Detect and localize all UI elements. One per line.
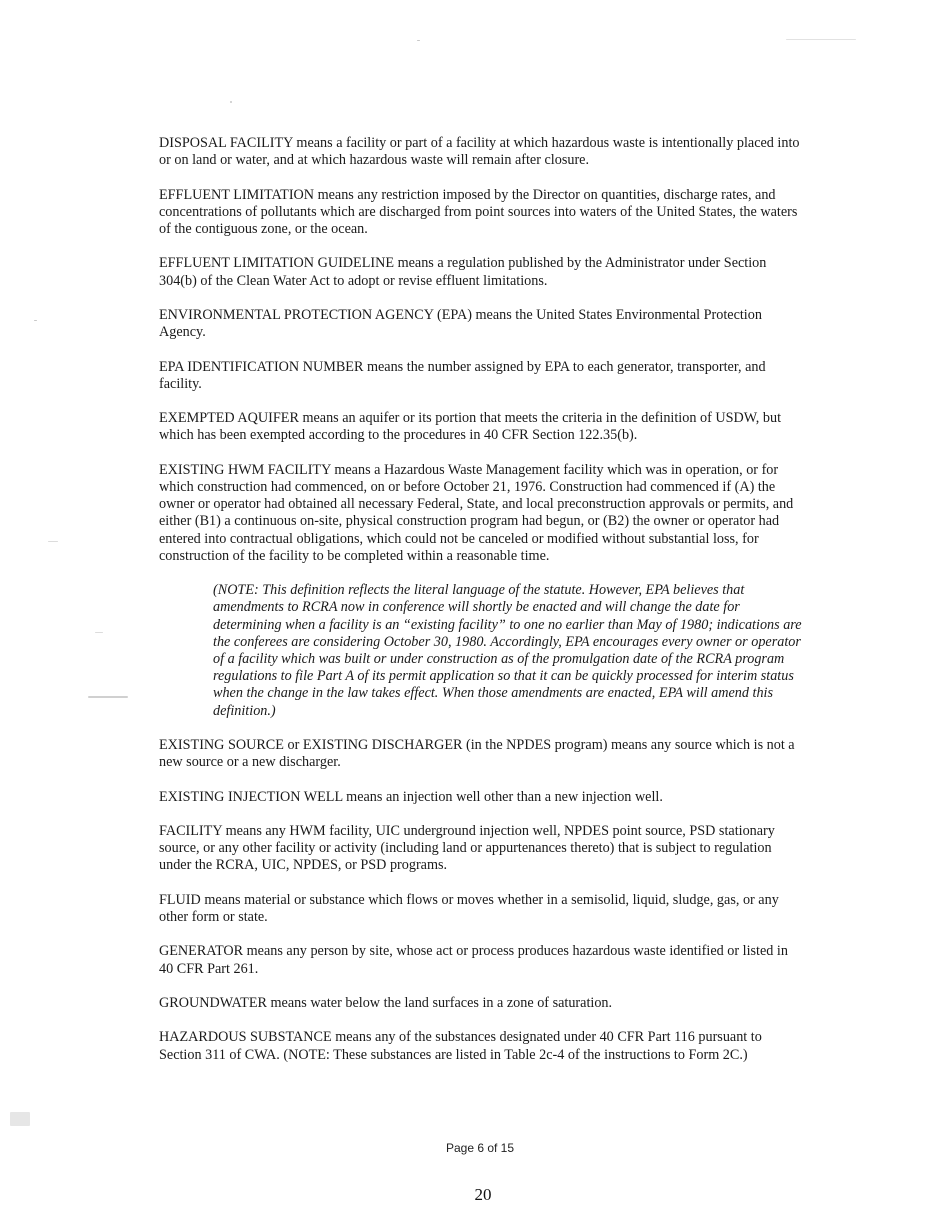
- definition-hazardous-substance: HAZARDOUS SUBSTANCE means any of the substances designated under 40 CFR Part 116 pursuant to Section 311 of CWA. (NOTE: These substances are listed in Table 2c-4 of the instructions to Form 2C.): [159, 1029, 762, 1063]
- definition-exempted-aquifer: EXEMPTED AQUIFER means an aquifer or its portion that meets the criteria in the definition of USDW, but which has been exempted according to the procedures in 40 CFR Section 122.35(b).: [159, 410, 782, 444]
- page-number: 20: [474, 1185, 492, 1204]
- scan-speck: [10, 1112, 30, 1126]
- definition-effluent-limitation: EFFLUENT LIMITATION means any restriction imposed by the Director on quantities, discharge rates, and concentrations of pollutants which are discharged from point sources into waters of the United States, the waters of the contiguous zone, or the ocean.: [159, 186, 798, 237]
- definition-fluid: FLUID means material or substance which flows or moves whether in a semisolid, liquid, sludge, gas, or any other form or state.: [159, 891, 779, 925]
- definitions-body: [159, 135, 804, 1081]
- definition-effluent-limitation-guideline: EFFLUENT LIMITATION GUIDELINE means a regulation published by the Administrator under Section 304(b) of the Clean Water Act to adopt or revise effluent limitations.: [159, 255, 767, 289]
- definition-note: (NOTE: This definition reflects the literal language of the statute. However, EPA believes that amendments to RCRA now in conference will shortly be enacted and will change the date for determining when a facility is an “existing facility” to one no earlier than May of 1980; indications are the conferees are considering October 30, 1980. Accordingly, EPA encourages every owner or operator of a facility which was built or under construction as of the promulgation date of the RCRA program regulations to file Part A of its permit application so that it can be quickly processed for interim status when the change in the law takes effect. When those amendments are enacted, EPA will amend this definition.): [213, 582, 802, 719]
- definition-facility: FACILITY means any HWM facility, UIC underground injection well, NPDES point source, PSD stationary source, or any other facility or activity (including land or appurtenances thereto) that is subject to regulation under the RCRA, UIC, NPDES, or PSD programs.: [159, 822, 775, 874]
- definition-existing-injection-well: EXISTING INJECTION WELL means an injection well other than a new injection well.: [159, 788, 663, 805]
- scan-speck: [417, 40, 420, 41]
- page-label: Page 6 of 15: [445, 1141, 515, 1155]
- definition-generator: GENERATOR means any person by site, whose act or process produces hazardous waste identified or listed in 40 CFR Part 261.: [159, 943, 788, 977]
- scan-speck: [95, 632, 103, 633]
- scan-speck: [34, 320, 37, 321]
- scan-speck: [88, 696, 128, 698]
- definition-groundwater: GROUNDWATER means water below the land surfaces in a zone of saturation.: [159, 994, 613, 1011]
- definition-disposal-facility: DISPOSAL FACILITY means a facility or part of a facility at which hazardous waste is intentionally placed into or on land or water, and at which hazardous waste will remain after closure.: [159, 135, 800, 169]
- scan-speck: [786, 39, 856, 40]
- scan-speck: [48, 541, 58, 542]
- definition-epa: ENVIRONMENTAL PROTECTION AGENCY (EPA) means the United States Environmental Protection Agency.: [159, 306, 762, 341]
- definition-existing-source: EXISTING SOURCE or EXISTING DISCHARGER (in the NPDES program) means any source which is not a new source or a new discharger.: [159, 736, 795, 771]
- scan-speck: [230, 101, 232, 103]
- definition-existing-hwm-facility: EXISTING HWM FACILITY means a Hazardous Waste Management facility which was in operation, or for which construction had commenced, on or before October 21, 1976. Construction had commenced if (A) the owner or operator had obtained all necessary Federal, State, and local preconstruction approvals or permits, and either (B1) a continuous on-site, physical construction program had begun, or (B2) the owner or operator had entered into contractual obligations, which could not be canceled or modified without substantial loss, for construction of the facility to be completed within a reasonable time.: [159, 461, 794, 564]
- definition-epa-identification-number: EPA IDENTIFICATION NUMBER means the number assigned by EPA to each generator, transporter, and facility.: [159, 358, 766, 392]
